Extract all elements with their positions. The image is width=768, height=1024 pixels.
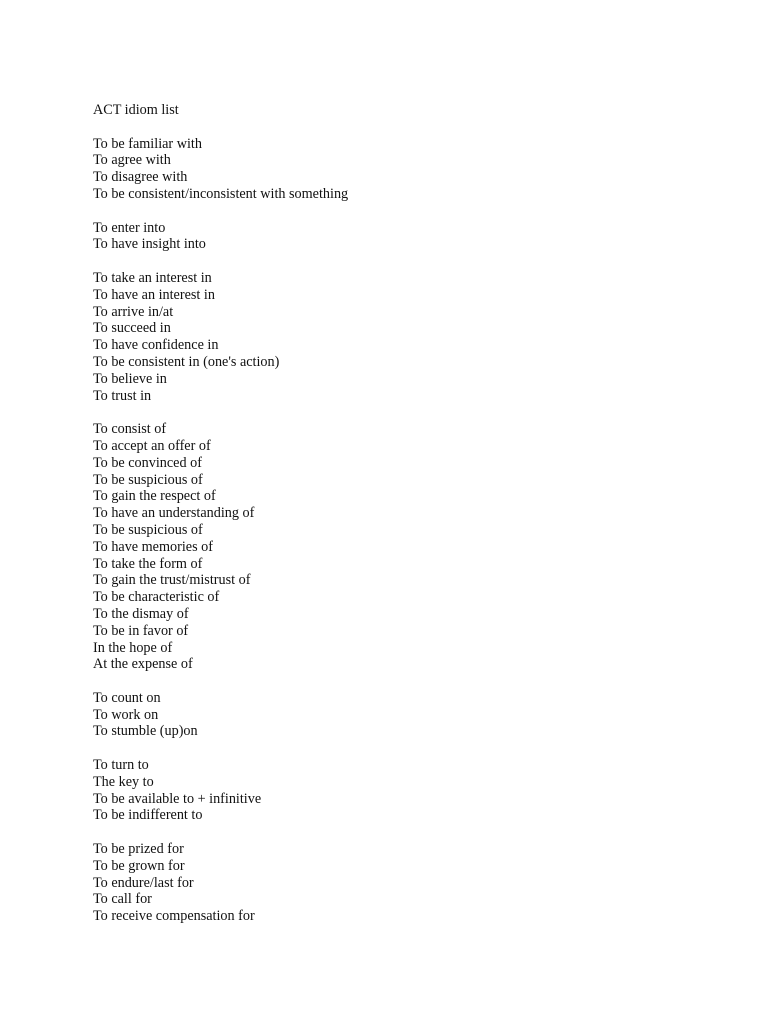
idiom-item: To consist of — [93, 421, 167, 438]
idiom-group — [93, 220, 348, 254]
idiom-item: To have insight into — [93, 236, 206, 253]
idiom-item: To be suspicious of — [93, 471, 203, 488]
idiom-group — [93, 421, 348, 673]
idiom-item: To take the form of — [93, 555, 203, 572]
idiom-item: To be in favor of — [93, 622, 189, 639]
idiom-item: To disagree with — [93, 169, 188, 186]
idiom-item: To be familiar with — [93, 135, 202, 152]
idiom-item: To be prized for — [93, 841, 184, 858]
idiom-item: To be grown for — [93, 857, 185, 874]
idiom-item: To stumble (up)on — [93, 723, 198, 740]
idiom-group — [93, 841, 348, 925]
idiom-item: To believe in — [93, 370, 167, 387]
idiom-item: To be indifferent to — [93, 807, 203, 824]
idiom-item: To trust in — [93, 387, 152, 404]
idiom-item: To have confidence in — [93, 337, 219, 354]
idiom-item: To gain the trust/mistrust of — [93, 572, 251, 589]
idiom-item: To enter into — [93, 219, 166, 236]
idiom-item: To count on — [93, 689, 161, 706]
idiom-item: At the expense of — [93, 656, 193, 673]
idiom-item: To agree with — [93, 152, 171, 169]
idiom-item: To endure/last for — [93, 874, 194, 891]
idiom-item: To have an understanding of — [93, 505, 255, 522]
idiom-item: To gain the respect of — [93, 488, 216, 505]
document-body — [93, 102, 348, 925]
idiom-item: To call for — [93, 891, 152, 908]
idiom-item: To arrive in/at — [93, 303, 174, 320]
idiom-item: To be available to + infinitive — [93, 790, 262, 807]
idiom-item: To the dismay of — [93, 605, 189, 622]
idiom-group — [93, 690, 348, 740]
idiom-groups — [93, 136, 348, 925]
idiom-item: To succeed in — [93, 320, 171, 337]
idiom-group — [93, 270, 348, 404]
idiom-item: To accept an offer of — [93, 437, 211, 454]
idiom-item: To work on — [93, 706, 159, 723]
idiom-item: To be consistent/inconsistent with something — [93, 185, 349, 202]
idiom-item: To be suspicious of — [93, 521, 203, 538]
idiom-item: To be convinced of — [93, 454, 202, 471]
idiom-item: To receive compensation for — [93, 908, 255, 925]
idiom-item: To turn to — [93, 757, 149, 774]
idiom-item: To be characteristic of — [93, 589, 220, 606]
idiom-item: The key to — [93, 773, 154, 790]
idiom-group — [93, 136, 348, 203]
idiom-item: To have memories of — [93, 538, 213, 555]
document-title: ACT idiom list — [93, 102, 179, 118]
idiom-item: To have an interest in — [93, 286, 215, 303]
idiom-group — [93, 757, 348, 824]
idiom-item: To take an interest in — [93, 269, 212, 286]
idiom-item: To be consistent in (one's action) — [93, 353, 280, 370]
idiom-item: In the hope of — [93, 639, 173, 656]
